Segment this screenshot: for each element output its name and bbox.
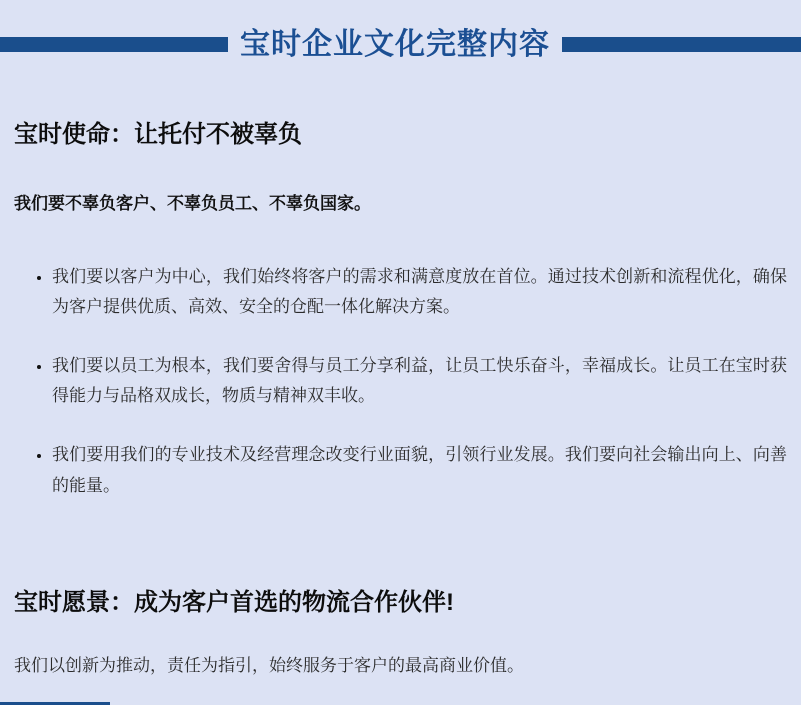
mission-bullet: • 我们要以客户为中心，我们始终将客户的需求和满意度放在首位。通过技术创新和流程优化，确保为客户提供优质、高效、安全的仓配一体化解决方案。 (52, 262, 787, 323)
vision-body: 我们以创新为推动，责任为指引，始终服务于客户的最高商业价值。 (14, 655, 524, 675)
banner-left-bar (0, 37, 228, 52)
mission-subheading: 我们要不辜负客户、不辜负员工、不辜负国家。 (14, 193, 371, 213)
vision-section (14, 589, 787, 679)
title-banner (0, 28, 801, 61)
mission-section (14, 121, 787, 501)
mission-bullet: • 我们要以员工为根本，我们要舍得与员工分享利益，让员工快乐奋斗，幸福成长。让员工在宝时获得能力与品格双成长，物质与精神双丰收。 (52, 351, 787, 412)
mission-heading: 宝时使命：让托付不被辜负 (14, 121, 302, 148)
vision-heading: 宝时愿景：成为客户首选的物流合作伙伴! (14, 589, 454, 617)
banner-right-bar (562, 37, 801, 52)
mission-bullet-list (14, 262, 787, 502)
mission-bullet: • 我们要用我们的专业技术及经营理念改变行业面貌，引领行业发展。我们要向社会输出向上、向善的能量。 (52, 440, 787, 501)
document-body (0, 121, 801, 679)
page-title: 宝时企业文化完整内容 (240, 28, 550, 61)
